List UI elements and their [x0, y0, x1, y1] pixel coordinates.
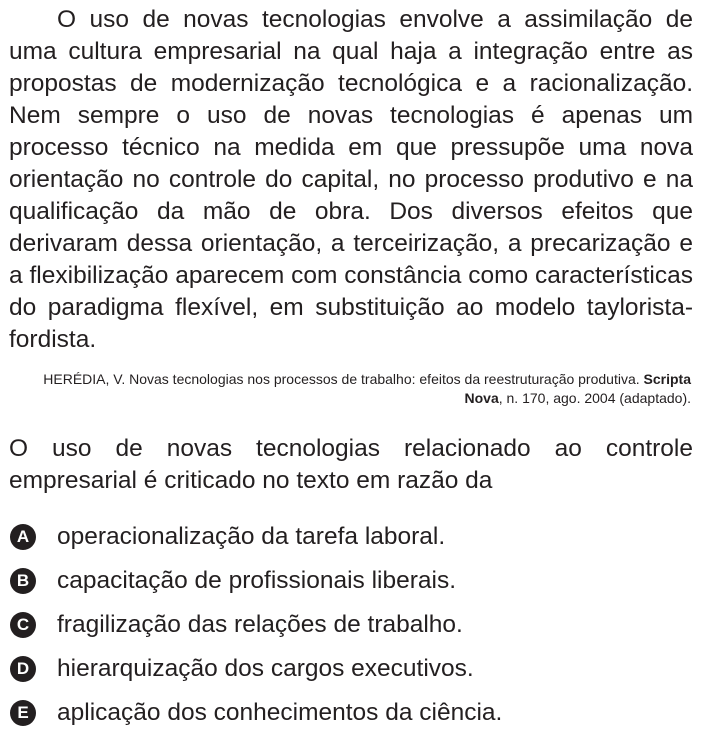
- option-text: capacitação de profissionais liberais.: [57, 567, 457, 594]
- option-text: fragilização das relações de trabalho.: [57, 611, 463, 638]
- option-letter-badge: E: [10, 700, 36, 726]
- citation-text: HERÉDIA, V. Novas tecnologias nos processos de trabalho: efeitos da reestruturação produtiva.: [43, 371, 644, 387]
- option-d[interactable]: [9, 647, 693, 691]
- answer-options: [9, 515, 693, 735]
- option-text: aplicação dos conhecimentos da ciência.: [57, 699, 503, 726]
- source-citation: [9, 370, 693, 408]
- option-e[interactable]: [9, 691, 693, 735]
- option-letter-badge: A: [10, 524, 36, 550]
- option-b[interactable]: [9, 559, 693, 603]
- option-a[interactable]: [9, 515, 693, 559]
- question-stem: O uso de novas tecnologias relacionado ao controle empresarial é criticado no texto em razão da: [9, 435, 693, 494]
- option-text: operacionalização da tarefa laboral.: [57, 523, 446, 550]
- option-text: hierarquização dos cargos executivos.: [57, 655, 474, 682]
- option-letter-badge: D: [10, 656, 36, 682]
- citation-details: , n. 170, ago. 2004 (adaptado).: [498, 390, 691, 406]
- option-letter-badge: B: [10, 568, 36, 594]
- option-letter-badge: C: [10, 612, 36, 638]
- citation-journal: Scripta Nova: [464, 371, 691, 406]
- option-c[interactable]: [9, 603, 693, 647]
- passage-text: O uso de novas tecnologias envolve a assimilação de uma cultura empresarial na qual haja a integração entre as propostas de modernização tecnológica e a racionalização. Nem sempre o uso de novas tecnologias é apenas um processo técnico na medida em que pressupõe uma nova orientação no controle do capital, no processo produtivo e na qualificação da mão de obra. Dos diversos efeitos que derivaram dessa orientação, a terceirização, a precarização e a flexibilização aparecem com constância como características do paradigma flexível, em substituição ao modelo taylorista-fordista.: [9, 6, 693, 353]
